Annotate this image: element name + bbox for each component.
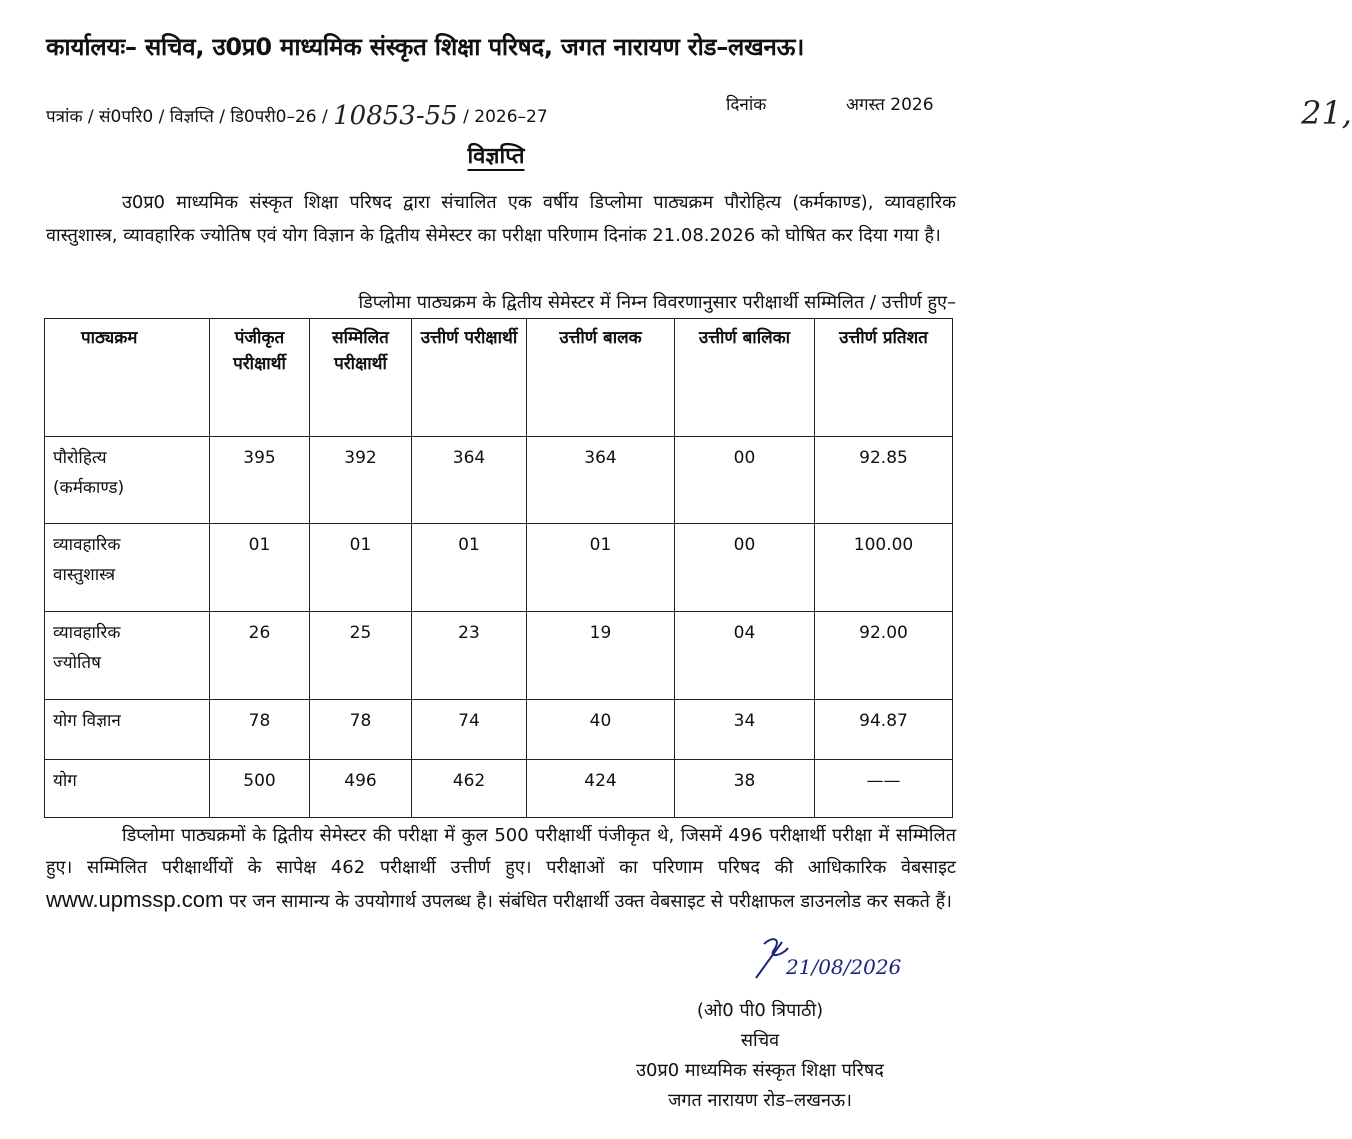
signature-date: 21/08/2026: [786, 955, 902, 979]
girls-cell: 34: [675, 700, 815, 760]
passed-cell: 74: [412, 700, 527, 760]
girls-cell: 04: [675, 612, 815, 700]
course-cell: पौरोहित्य (कर्मकाण्ड): [45, 437, 210, 524]
date-label: दिनांक: [726, 95, 767, 115]
appeared-cell: 392: [310, 437, 412, 524]
office-heading: कार्यालयः– सचिव, उ0प्र0 माध्यमिक संस्कृत शिक्षा परिषद, जगत नारायण रोड–लखनऊ।: [46, 33, 805, 61]
summary-paragraph: डिप्लोमा पाठ्यक्रमों के द्वितीय सेमेस्टर की परीक्षा में कुल 500 परीक्षार्थी पंजीकृत थे, जिसमें 496 परीक्षार्थी परीक्षा में सम्मिलित हुए। सम्मिलित परीक्षार्थीयों के सापेक्ष 462 परीक्षार्थी उत्तीर्ण हुए। परीक्षाओं का परिणाम परिषद की आधिकारिक वेबसाइट www.upmssp.com पर जन सामान्य के उपयोगार्थ उपलब्ध है। संबंधित परीक्षार्थी उक्त वेबसाइट से परीक्षाफल डाउनलोड कर सकते हैं।: [46, 825, 956, 912]
ref-suffix: / 2026–27: [463, 107, 548, 127]
girls-cell: 38: [675, 760, 815, 818]
results-table: [44, 318, 953, 818]
registered-cell: 26: [210, 612, 310, 700]
header-girls: उत्तीर्ण बालिका: [675, 319, 815, 437]
percent-cell: 100.00: [815, 524, 953, 612]
boys-cell: 01: [527, 524, 675, 612]
registered-cell: 01: [210, 524, 310, 612]
course-cell: व्यावहारिक ज्योतिष: [45, 612, 210, 700]
signatory-designation: सचिव: [740, 1030, 780, 1051]
appeared-cell: 78: [310, 700, 412, 760]
boys-cell: 19: [527, 612, 675, 700]
signatory-name: (ओ0 पी0 त्रिपाठी): [696, 1000, 824, 1021]
header-percent: उत्तीर्ण प्रतिशत: [815, 319, 953, 437]
percent-cell: 92.00: [815, 612, 953, 700]
date-month-year: अगस्त 2026: [846, 95, 934, 115]
signatory-org: उ0प्र0 माध्यमिक संस्कृत शिक्षा परिषद: [636, 1060, 884, 1081]
signature-image: [752, 930, 902, 988]
percent-cell: ——: [815, 760, 953, 818]
boys-cell: 40: [527, 700, 675, 760]
intro-paragraph: उ0प्र0 माध्यमिक संस्कृत शिक्षा परिषद द्वारा संचालित एक वर्षीय डिप्लोमा पाठ्यक्रम पौरोहित्य (कर्मकाण्ड), व्यावहारिक वास्तुशास्त्र, व्यावहारिक ज्योतिष एवं योग विज्ञान के द्वितीय सेमेस्टर का परीक्षा परिणाम दिनांक 21.08.2026 को घोषित कर दिया गया है।: [46, 192, 956, 246]
passed-cell: 462: [412, 760, 527, 818]
table-intro-line: डिप्लोमा पाठ्यक्रम के द्वितीय सेमेस्टर में निम्न विवरणानुसार परीक्षार्थी सम्मिलित / उत्तीर्ण हुए–: [358, 292, 956, 313]
boys-cell: 424: [527, 760, 675, 818]
ref-number-handwritten: 10853-55: [333, 101, 458, 131]
passed-cell: 23: [412, 612, 527, 700]
table-header-row: [45, 319, 953, 437]
ref-prefix: पत्रांक / सं0परि0 / विज्ञप्ति / डि0परी0–26 /: [46, 107, 328, 127]
table-row: [45, 524, 953, 612]
header-registered: पंजीकृत परीक्षार्थी: [210, 319, 310, 437]
course-cell: व्यावहारिक वास्तुशास्त्र: [45, 524, 210, 612]
header-appeared: सम्मिलित परीक्षार्थी: [310, 319, 412, 437]
signatory-address: जगत नारायण रोड–लखनऊ।: [668, 1090, 852, 1111]
table-row: [45, 437, 953, 524]
girls-cell: 00: [675, 524, 815, 612]
percent-cell: 94.87: [815, 700, 953, 760]
girls-cell: 00: [675, 437, 815, 524]
passed-cell: 01: [412, 524, 527, 612]
table-total-row: [45, 760, 953, 818]
course-cell: योग: [45, 760, 210, 818]
date-day-handwritten: 21,: [1301, 94, 1352, 132]
percent-cell: 92.85: [815, 437, 953, 524]
header-boys: उत्तीर्ण बालक: [527, 319, 675, 437]
appeared-cell: 496: [310, 760, 412, 818]
boys-cell: 364: [527, 437, 675, 524]
notice-title: विज्ञप्ति: [467, 144, 525, 169]
website-link[interactable]: www.upmssp.com: [46, 887, 224, 912]
reference-line: [46, 92, 1352, 132]
course-cell: योग विज्ञान: [45, 700, 210, 760]
registered-cell: 78: [210, 700, 310, 760]
appeared-cell: 25: [310, 612, 412, 700]
passed-cell: 364: [412, 437, 527, 524]
header-course: पाठ्यक्रम: [45, 319, 210, 437]
registered-cell: 500: [210, 760, 310, 818]
header-passed: उत्तीर्ण परीक्षार्थी: [412, 319, 527, 437]
table-row: [45, 700, 953, 760]
registered-cell: 395: [210, 437, 310, 524]
table-row: [45, 612, 953, 700]
appeared-cell: 01: [310, 524, 412, 612]
